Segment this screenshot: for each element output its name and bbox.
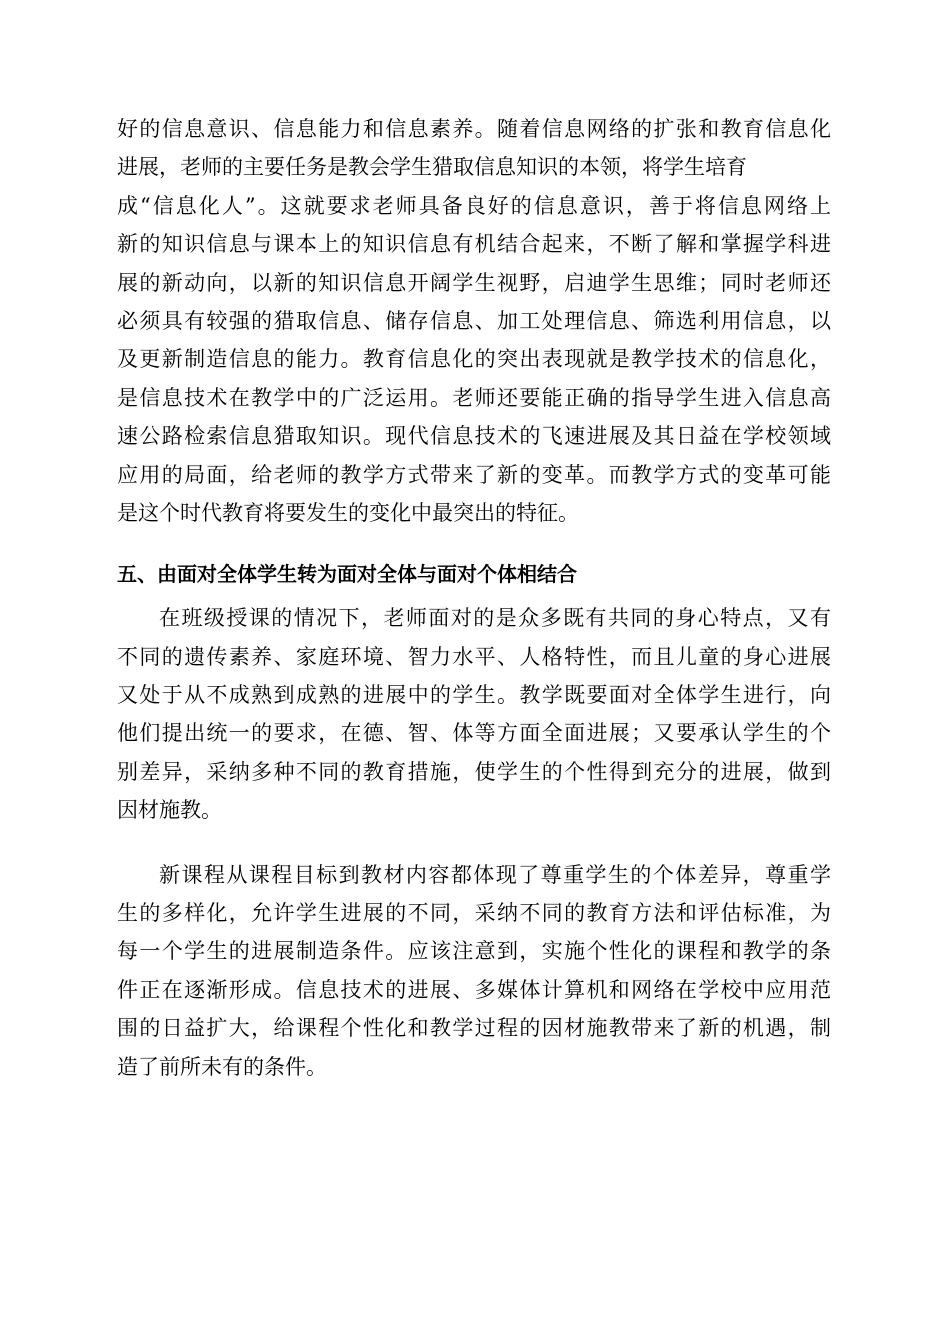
text-line: 他们提出统一的要求，在德、智、体等方面全面进展；又要承认学生的个 — [117, 721, 831, 746]
document-body — [117, 110, 831, 1086]
text-line: 围的日益扩大，给课程个性化和教学过程的因材施教带来了新的机遇，制 — [117, 1016, 831, 1041]
text-line: 新课程从课程目标到教材内容都体现了尊重学生的个体差异，尊重学 — [159, 862, 831, 887]
text-line: 造了前所未有的条件。 — [117, 1054, 327, 1079]
text-line: 不同的遗传素养、家庭环境、智力水平、人格特性，而且儿童的身心进展 — [117, 644, 831, 669]
text-line: 件正在逐渐形成。信息技术的进展、多媒体计算机和网络在学校中应用范 — [117, 977, 831, 1002]
paragraph-class-teaching — [117, 599, 831, 829]
text-line: 进展，老师的主要任务是教会学生猎取信息知识的本领，将学生培育 — [117, 155, 747, 180]
text-line: 又处于从不成熟到成熟的进展中的学生。教学既要面对全体学生进行，向 — [117, 683, 831, 708]
text-line: 应用的局面，给老师的教学方式带来了新的变革。而教学方式的变革可能 — [117, 462, 831, 487]
text-line: 每一个学生的进展制造条件。应该注意到，实施个性化的课程和教学的条 — [117, 939, 831, 964]
section-heading: 五、由面对全体学生转为面对全体与面对个体相结合 — [117, 562, 577, 587]
paragraph-spacer — [117, 830, 831, 856]
text-line: 是这个时代教育将要发生的变化中最突出的特征。 — [117, 500, 579, 525]
paragraph-continuation — [117, 110, 831, 532]
text-line: 在班级授课的情况下，老师面对的是众多既有共同的身心特点，又有 — [159, 606, 831, 631]
text-line: 新的知识信息与课本上的知识信息有机结合起来，不断了解和掌握学科进 — [117, 232, 831, 257]
paragraph-new-curriculum — [117, 856, 831, 1086]
text-line: 是信息技术在教学中的广泛运用。老师还要能正确的指导学生进入信息高 — [117, 385, 831, 410]
text-line: 好的信息意识、信息能力和信息素养。随着信息网络的扩张和教育信息化 — [117, 117, 831, 141]
text-line: 别差异，采纳多种不同的教育措施，使学生的个性得到充分的进展，做到 — [117, 759, 831, 784]
text-line: 必须具有较强的猎取信息、储存信息、加工处理信息、筛选利用信息，以 — [117, 308, 831, 333]
text-line: 成“信息化人”。这就要求老师具备良好的信息意识，善于将信息网络上 — [117, 193, 831, 218]
text-line: 生的多样化，允许学生进展的不同，采纳不同的教育方法和评估标准，为 — [117, 901, 831, 926]
text-line: 因材施教。 — [117, 798, 222, 823]
text-line: 及更新制造信息的能力。教育信息化的突出表现就是教学技术的信息化， — [117, 347, 831, 372]
text-line: 速公路检索信息猎取知识。现代信息技术的飞速进展及其日益在学校领域 — [117, 424, 831, 449]
text-line: 展的新动向，以新的知识信息开阔学生视野，启迪学生思维；同时老师还 — [117, 270, 831, 295]
